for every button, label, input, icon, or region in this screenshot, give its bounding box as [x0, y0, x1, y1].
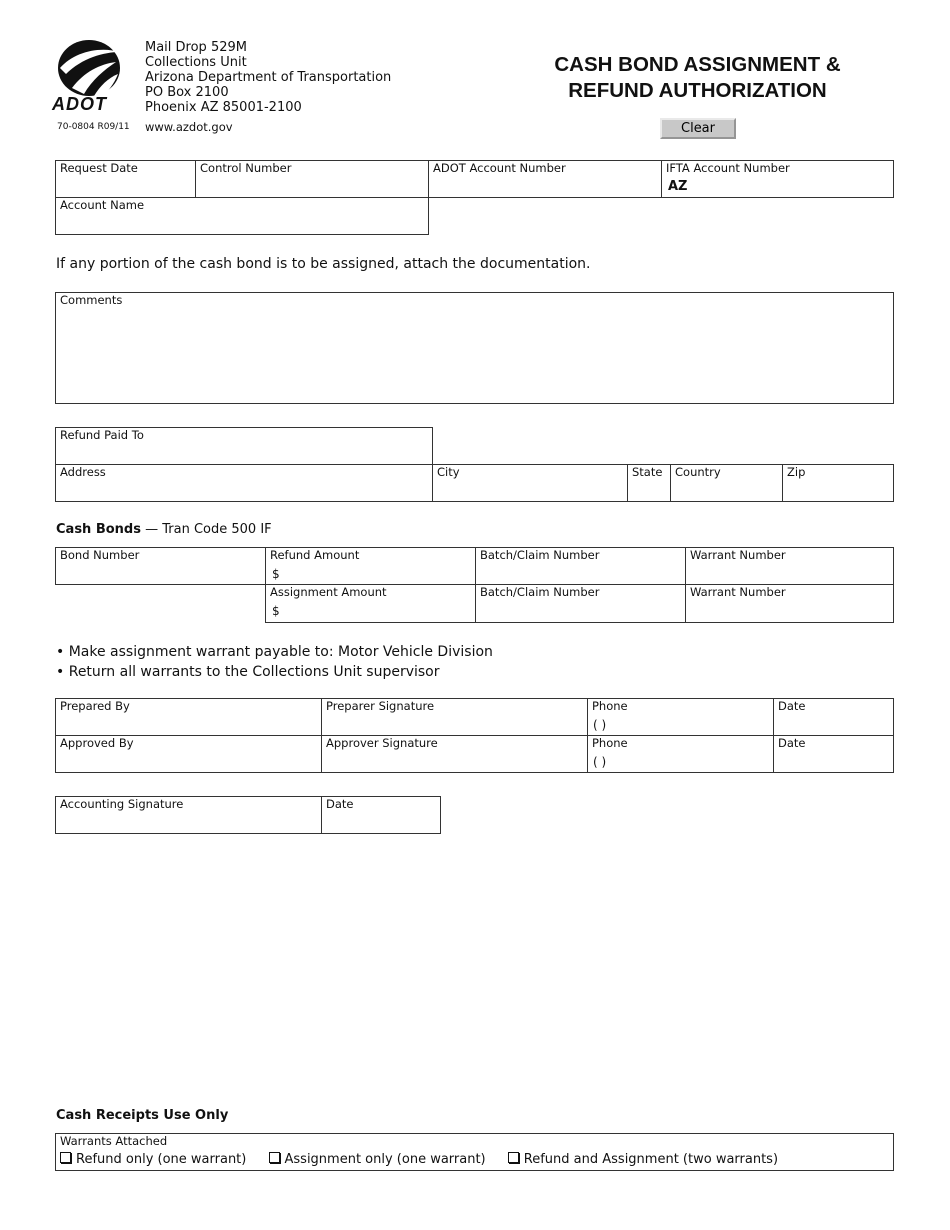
batch-claim-label: Batch/Claim Number: [480, 548, 600, 562]
date-label: Date: [778, 736, 806, 750]
country-label: Country: [675, 465, 721, 479]
preparer-date-field[interactable]: [773, 698, 894, 736]
mailing-address: [145, 40, 391, 115]
checkbox-refund-only[interactable]: [60, 1152, 71, 1163]
warrants-attached-box: [55, 1133, 894, 1171]
adot-logo: [54, 38, 124, 112]
approver-date-field[interactable]: [773, 735, 894, 773]
ifta-prefix: AZ: [668, 179, 688, 194]
preparer-signature-field[interactable]: [321, 698, 588, 736]
title-line-1: CASH BOND ASSIGNMENT &: [554, 53, 841, 76]
checkbox-refund-and-assignment[interactable]: [508, 1152, 519, 1163]
date-label: Date: [326, 797, 354, 811]
adot-account-number-field[interactable]: [428, 160, 662, 198]
option-assignment-only[interactable]: [269, 1152, 486, 1167]
warrant-options: [60, 1152, 796, 1167]
clear-button[interactable]: Clear: [660, 118, 736, 139]
prepared-by-label: Prepared By: [60, 699, 130, 713]
request-date-label: Request Date: [60, 161, 138, 175]
warrant-number-label: Warrant Number: [690, 548, 786, 562]
phone-label: Phone: [592, 736, 628, 750]
approved-by-field[interactable]: [55, 735, 322, 773]
bullet-text: Make assignment warrant payable to: Motor Vehicle Division: [68, 644, 493, 660]
prepared-by-field[interactable]: [55, 698, 322, 736]
option-refund-only[interactable]: [60, 1152, 246, 1167]
refund-paid-to-label: Refund Paid To: [60, 428, 144, 442]
approved-by-label: Approved By: [60, 736, 134, 750]
refund-amount-field[interactable]: [265, 547, 476, 585]
refund-amount-label: Refund Amount: [270, 548, 360, 562]
refund-warrant-number-field[interactable]: [685, 547, 894, 585]
control-number-label: Control Number: [200, 161, 292, 175]
cash-bonds-heading-tran: — Tran Code 500 IF: [140, 522, 272, 537]
form-title: [520, 52, 875, 104]
state-label: State: [632, 465, 663, 479]
comments-field[interactable]: [55, 292, 894, 404]
cash-bonds-heading-bold: Cash Bonds: [56, 522, 141, 537]
assignment-amount-label: Assignment Amount: [270, 585, 387, 599]
checkbox-assignment-only[interactable]: [269, 1152, 280, 1163]
preparer-phone-field[interactable]: [587, 698, 774, 736]
approver-signature-label: Approver Signature: [326, 736, 438, 750]
ifta-account-number-label: IFTA Account Number: [666, 161, 790, 175]
documentation-instruction: If any portion of the cash bond is to be assigned, attach the documentation.: [56, 256, 591, 272]
title-line-2: REFUND AUTHORIZATION: [568, 79, 827, 102]
ifta-account-number-field[interactable]: [661, 160, 894, 198]
account-name-field[interactable]: [55, 197, 429, 235]
country-field[interactable]: [670, 464, 783, 502]
option-label: Refund only (one warrant): [76, 1152, 247, 1167]
refund-currency: $: [272, 567, 280, 581]
assignment-currency: $: [272, 604, 280, 618]
state-field[interactable]: [627, 464, 671, 502]
control-number-field[interactable]: [195, 160, 429, 198]
city-field[interactable]: [432, 464, 628, 502]
website-link[interactable]: www.azdot.gov: [145, 120, 233, 134]
preparer-signature-label: Preparer Signature: [326, 699, 435, 713]
accounting-signature-field[interactable]: [55, 796, 322, 834]
option-label: Assignment only (one warrant): [284, 1152, 486, 1167]
option-label: Refund and Assignment (two warrants): [523, 1152, 779, 1167]
bond-number-field[interactable]: [55, 547, 266, 585]
phone-format: ( ): [593, 755, 607, 769]
address-line: Mail Drop 529M: [145, 40, 247, 55]
bullet-item: • Make assignment warrant payable to: Motor Vehicle Division: [56, 644, 493, 660]
bullet-item: • Return all warrants to the Collections Unit supervisor: [56, 664, 440, 680]
phone-label: Phone: [592, 699, 628, 713]
address-line: Phoenix AZ 85001-2100: [145, 100, 302, 115]
approver-phone-field[interactable]: [587, 735, 774, 773]
warrant-instructions: [56, 642, 493, 682]
approver-signature-field[interactable]: [321, 735, 588, 773]
city-label: City: [437, 465, 460, 479]
request-date-field[interactable]: [55, 160, 196, 198]
accounting-signature-label: Accounting Signature: [60, 797, 184, 811]
address-line: Collections Unit: [145, 55, 247, 70]
refund-batch-claim-field[interactable]: [475, 547, 686, 585]
phone-format: ( ): [593, 718, 607, 732]
option-refund-and-assignment[interactable]: [508, 1152, 778, 1167]
batch-claim-label: Batch/Claim Number: [480, 585, 600, 599]
assignment-warrant-number-field[interactable]: [685, 584, 894, 623]
accounting-date-field[interactable]: [321, 796, 441, 834]
refund-paid-to-field[interactable]: [55, 427, 433, 465]
address-label: Address: [60, 465, 106, 479]
address-line: PO Box 2100: [145, 85, 229, 100]
address-line: Arizona Department of Transportation: [145, 70, 392, 85]
cash-bonds-heading: [56, 522, 272, 537]
logo-text: ADOT: [52, 94, 107, 114]
warrant-number-label: Warrant Number: [690, 585, 786, 599]
date-label: Date: [778, 699, 806, 713]
bullet-text: Return all warrants to the Collections Unit supervisor: [68, 664, 440, 680]
adot-account-number-label: ADOT Account Number: [433, 161, 566, 175]
form-number: 70-0804 R09/11: [57, 122, 130, 132]
address-field[interactable]: [55, 464, 433, 502]
assignment-batch-claim-field[interactable]: [475, 584, 686, 623]
comments-label: Comments: [60, 293, 123, 307]
bond-number-label: Bond Number: [60, 548, 140, 562]
account-name-label: Account Name: [60, 198, 145, 212]
zip-field[interactable]: [782, 464, 894, 502]
assignment-amount-field[interactable]: [265, 584, 476, 623]
zip-label: Zip: [787, 465, 806, 479]
cash-receipts-heading: Cash Receipts Use Only: [56, 1108, 229, 1123]
warrants-attached-label: Warrants Attached: [60, 1134, 168, 1148]
